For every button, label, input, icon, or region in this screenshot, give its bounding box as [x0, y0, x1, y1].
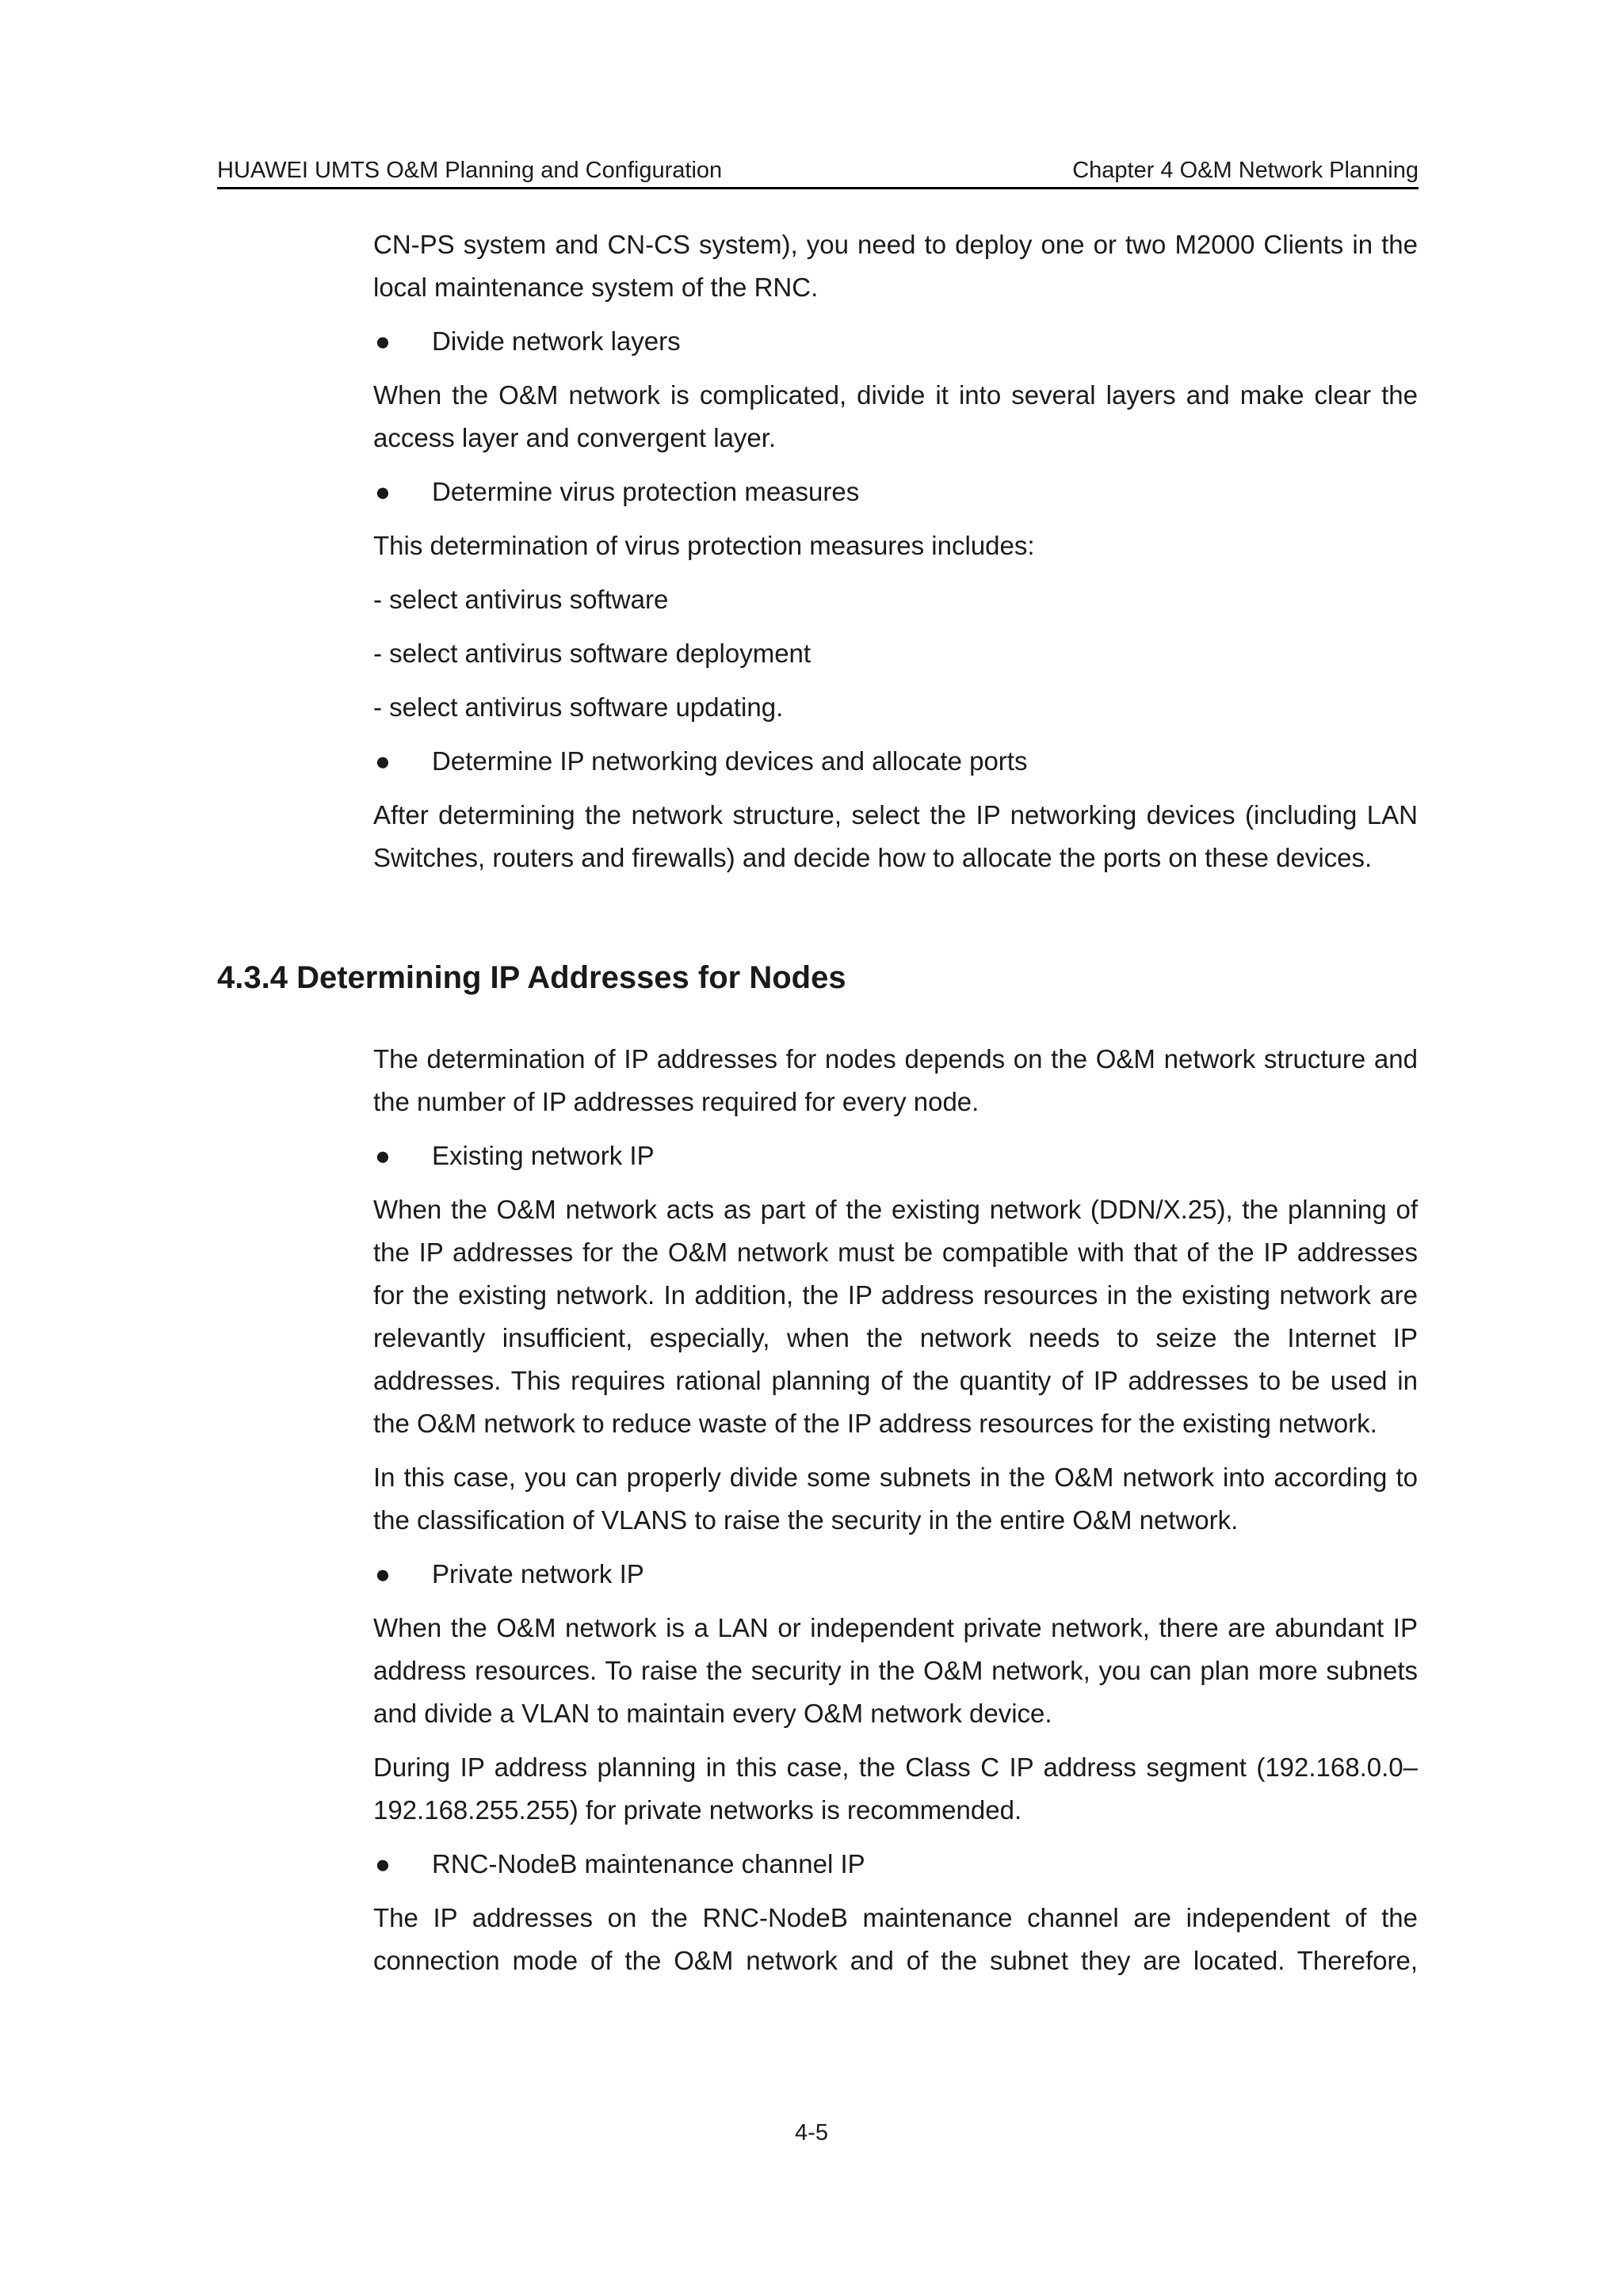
body-part-2 [373, 1038, 1418, 1993]
bullet-label: Divide network layers [432, 326, 681, 356]
bullet-label: RNC-NodeB maintenance channel IP [432, 1849, 865, 1878]
bullet-label: Existing network IP [432, 1141, 655, 1170]
bullet-item [373, 471, 1418, 513]
body-part-1 [373, 223, 1418, 891]
bullet-label: Determine virus protection measures [432, 477, 860, 506]
paragraph: The determination of IP addresses for nodes depends on the O&M network structure and the number of IP addresses required for every node. [373, 1044, 1418, 1116]
paragraph: When the O&M network is complicated, divide it into several layers and make clear the access layer and convergent layer. [373, 380, 1418, 452]
bullet-item [373, 1553, 1418, 1596]
header-chapter-title: Chapter 4 O&M Network Planning [1072, 158, 1419, 183]
paragraph: When the O&M network is a LAN or independent private network, there are abundant IP address resources. To raise the security in the O&M network, you can plan more subnets and divide a VLAN to maintain every O&M network device. [373, 1613, 1418, 1728]
bullet-icon: ● [375, 746, 391, 776]
paragraph: This determination of virus protection measures includes: [373, 531, 1035, 560]
paragraph-continuation: CN-PS system and CN-CS system), you need to deploy one or two M2000 Clients in the local maintenance system of the RNC. [373, 230, 1418, 302]
dash-item: - select antivirus software updating. [373, 692, 784, 722]
bullet-icon: ● [375, 1559, 391, 1589]
paragraph: After determining the network structure, select the IP networking devices (including LAN Switches, routers and firewalls) and decide how to allocate the ports on these devices. [373, 800, 1418, 872]
paragraph: In this case, you can properly divide some subnets in the O&M network into according to the classification of VLANS to raise the security in the entire O&M network. [373, 1463, 1418, 1535]
page-number: 4-5 [795, 2120, 828, 2145]
bullet-item [373, 1843, 1418, 1886]
bullet-item [373, 320, 1418, 363]
header-document-title: HUAWEI UMTS O&M Planning and Configuration [217, 158, 723, 183]
page-header [217, 155, 1419, 189]
dash-item: - select antivirus software [373, 585, 669, 614]
bullet-label: Private network IP [432, 1559, 644, 1589]
paragraph-continues: The IP addresses on the RNC-NodeB maintenance channel are independent of the connection mode of the O&M network and of the subnet they are located. Therefore, [373, 1903, 1418, 1975]
paragraph: When the O&M network acts as part of the existing network (DDN/X.25), the planning of the IP addresses for the O&M network must be compatible with that of the IP addresses for the existing network. In addition, the IP address resources in the existing network are relevantly insufficient, especially, when the network needs to seize the Internet IP addresses. This requires rational planning of the quantity of IP addresses to be used in the O&M network to reduce waste of the IP address resources for the existing network. [373, 1195, 1418, 1438]
bullet-icon: ● [375, 1141, 391, 1170]
bullet-icon: ● [375, 326, 391, 356]
bullet-item [373, 740, 1418, 783]
paragraph: During IP address planning in this case, the Class C IP address segment (192.168.0.0–192.168.255.255) for private networks is recommended. [373, 1753, 1418, 1825]
dash-item: - select antivirus software deployment [373, 639, 812, 668]
section-heading: 4.3.4 Determining IP Addresses for Nodes [217, 960, 846, 995]
bullet-item [373, 1135, 1418, 1177]
bullet-icon: ● [375, 1849, 391, 1878]
bullet-icon: ● [375, 477, 391, 506]
bullet-label: Determine IP networking devices and allocate ports [432, 746, 1028, 776]
